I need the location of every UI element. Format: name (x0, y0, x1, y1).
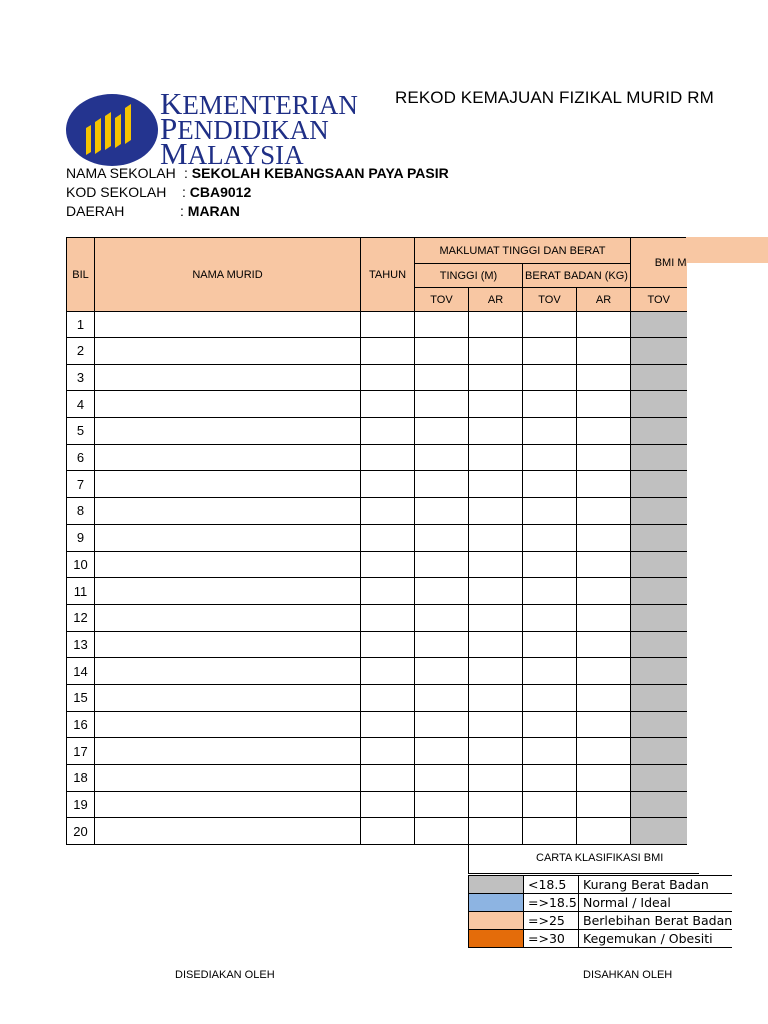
header-bmi-tov: TOV (631, 288, 687, 312)
school-code-value: CBA9012 (189, 184, 252, 200)
bmi-tov-cell[interactable] (631, 364, 687, 391)
bmi-tov-cell[interactable] (631, 631, 687, 658)
legend-color-swatch (469, 894, 524, 912)
legend-row (469, 930, 733, 948)
legend-label: Kurang Berat Badan (579, 876, 733, 894)
height-tov-cell[interactable] (415, 524, 469, 551)
bmi-tov-cell[interactable] (631, 391, 687, 418)
table-row (67, 524, 687, 551)
weight-ar-cell[interactable] (577, 338, 631, 365)
table-row (67, 631, 687, 658)
weight-ar-cell[interactable] (577, 684, 631, 711)
student-name-cell[interactable] (95, 711, 361, 738)
weight-tov-cell[interactable] (523, 604, 577, 631)
legend-label: Kegemukan / Obesiti (579, 930, 733, 948)
weight-ar-cell[interactable] (577, 818, 631, 845)
row-number: 7 (67, 471, 95, 498)
height-tov-cell[interactable] (415, 391, 469, 418)
legend-color-swatch (469, 912, 524, 930)
bmi-tov-cell[interactable] (631, 524, 687, 551)
weight-tov-cell[interactable] (523, 578, 577, 605)
row-number: 18 (67, 765, 95, 792)
bmi-tov-cell[interactable] (631, 604, 687, 631)
table-row (67, 658, 687, 685)
bmi-legend-table (468, 875, 732, 948)
bmi-tov-cell[interactable] (631, 551, 687, 578)
student-name-cell[interactable] (95, 418, 361, 445)
height-ar-cell[interactable] (469, 364, 523, 391)
school-code-row: : CBA9012 (182, 184, 252, 200)
weight-ar-cell[interactable] (577, 418, 631, 445)
student-name-cell[interactable] (95, 604, 361, 631)
student-name-cell[interactable] (95, 738, 361, 765)
row-number: 17 (67, 738, 95, 765)
height-tov-cell[interactable] (415, 578, 469, 605)
student-name-cell[interactable] (95, 791, 361, 818)
weight-ar-cell[interactable] (577, 312, 631, 338)
header-tinggi-ar: AR (469, 288, 523, 312)
school-name-row: : SEKOLAH KEBANGSAAN PAYA PASIR (184, 165, 449, 181)
legend-range: <18.5 (524, 876, 579, 894)
height-tov-cell[interactable] (415, 471, 469, 498)
weight-ar-cell[interactable] (577, 444, 631, 471)
logo-line-3: MALAYSIA (160, 136, 304, 171)
year-cell[interactable] (361, 818, 415, 845)
legend-color-swatch (469, 876, 524, 894)
height-ar-cell[interactable] (469, 524, 523, 551)
height-tov-cell[interactable] (415, 312, 469, 338)
table-row (67, 818, 687, 845)
row-number: 20 (67, 818, 95, 845)
header-maklumat: MAKLUMAT TINGGI DAN BERAT (415, 238, 631, 264)
height-ar-cell[interactable] (469, 658, 523, 685)
weight-tov-cell[interactable] (523, 364, 577, 391)
student-name-cell[interactable] (95, 471, 361, 498)
bmi-tov-cell[interactable] (631, 738, 687, 765)
student-name-cell[interactable] (95, 312, 361, 338)
school-name-label: NAMA SEKOLAH (66, 165, 176, 181)
height-ar-cell[interactable] (469, 391, 523, 418)
weight-tov-cell[interactable] (523, 444, 577, 471)
year-cell[interactable] (361, 364, 415, 391)
height-ar-cell[interactable] (469, 791, 523, 818)
height-ar-cell[interactable] (469, 738, 523, 765)
school-name-value: SEKOLAH KEBANGSAAN PAYA PASIR (191, 165, 449, 181)
legend-row (469, 894, 733, 912)
table-row (67, 338, 687, 365)
height-ar-cell[interactable] (469, 604, 523, 631)
table-row (67, 791, 687, 818)
legend-label: Normal / Ideal (579, 894, 733, 912)
student-name-cell[interactable] (95, 444, 361, 471)
bmi-header-overflow (686, 237, 768, 263)
bmi-tov-cell[interactable] (631, 791, 687, 818)
ministry-logo-text (160, 86, 358, 171)
height-ar-cell[interactable] (469, 471, 523, 498)
height-ar-cell[interactable] (469, 684, 523, 711)
legend-range: =>25 (524, 912, 579, 930)
year-cell[interactable] (361, 312, 415, 338)
weight-ar-cell[interactable] (577, 524, 631, 551)
bmi-tov-cell[interactable] (631, 444, 687, 471)
logo-line-2: PENDIDIKAN (160, 111, 329, 146)
height-tov-cell[interactable] (415, 444, 469, 471)
height-tov-cell[interactable] (415, 711, 469, 738)
district-row: : MARAN (180, 203, 240, 219)
row-number: 12 (67, 604, 95, 631)
legend-range: =>18.5 (524, 894, 579, 912)
bmi-tov-cell[interactable] (631, 658, 687, 685)
row-number: 10 (67, 551, 95, 578)
student-name-cell[interactable] (95, 765, 361, 792)
student-name-cell[interactable] (95, 364, 361, 391)
student-name-cell[interactable] (95, 658, 361, 685)
year-cell[interactable] (361, 684, 415, 711)
row-number: 8 (67, 498, 95, 525)
weight-tov-cell[interactable] (523, 524, 577, 551)
table-row (67, 364, 687, 391)
height-tov-cell[interactable] (415, 765, 469, 792)
height-tov-cell[interactable] (415, 364, 469, 391)
bmi-tov-cell[interactable] (631, 684, 687, 711)
height-tov-cell[interactable] (415, 818, 469, 845)
weight-tov-cell[interactable] (523, 338, 577, 365)
year-cell[interactable] (361, 551, 415, 578)
table-row (67, 684, 687, 711)
table-row (67, 551, 687, 578)
bmi-tov-cell[interactable] (631, 818, 687, 845)
height-ar-cell[interactable] (469, 551, 523, 578)
table-row (67, 578, 687, 605)
bmi-tov-cell[interactable] (631, 498, 687, 525)
weight-tov-cell[interactable] (523, 658, 577, 685)
height-tov-cell[interactable] (415, 418, 469, 445)
height-tov-cell[interactable] (415, 551, 469, 578)
weight-tov-cell[interactable] (523, 498, 577, 525)
height-ar-cell[interactable] (469, 711, 523, 738)
bmi-tov-cell[interactable] (631, 578, 687, 605)
weight-ar-cell[interactable] (577, 738, 631, 765)
weight-tov-cell[interactable] (523, 391, 577, 418)
height-tov-cell[interactable] (415, 338, 469, 365)
height-ar-cell[interactable] (469, 818, 523, 845)
row-number: 5 (67, 418, 95, 445)
height-ar-cell[interactable] (469, 498, 523, 525)
year-cell[interactable] (361, 711, 415, 738)
student-record-table (66, 237, 687, 845)
row-number: 6 (67, 444, 95, 471)
header-bil: BIL (67, 238, 95, 312)
year-cell[interactable] (361, 524, 415, 551)
row-number: 15 (67, 684, 95, 711)
height-tov-cell[interactable] (415, 631, 469, 658)
weight-tov-cell[interactable] (523, 312, 577, 338)
height-tov-cell[interactable] (415, 791, 469, 818)
year-cell[interactable] (361, 338, 415, 365)
year-cell[interactable] (361, 498, 415, 525)
weight-tov-cell[interactable] (523, 418, 577, 445)
district-value: MARAN (187, 203, 240, 219)
height-tov-cell[interactable] (415, 684, 469, 711)
year-cell[interactable] (361, 444, 415, 471)
weight-ar-cell[interactable] (577, 578, 631, 605)
row-number: 11 (67, 578, 95, 605)
header-tinggi-tov: TOV (415, 288, 469, 312)
header-bmi: BMI M (631, 238, 687, 288)
height-ar-cell[interactable] (469, 765, 523, 792)
weight-tov-cell[interactable] (523, 738, 577, 765)
legend-label: Berlebihan Berat Badan (579, 912, 733, 930)
height-ar-cell[interactable] (469, 578, 523, 605)
weight-ar-cell[interactable] (577, 471, 631, 498)
header-tinggi: TINGGI (M) (415, 264, 523, 288)
row-number: 19 (67, 791, 95, 818)
header-berat-ar: AR (577, 288, 631, 312)
height-ar-cell[interactable] (469, 444, 523, 471)
weight-ar-cell[interactable] (577, 604, 631, 631)
year-cell[interactable] (361, 391, 415, 418)
bmi-tov-cell[interactable] (631, 338, 687, 365)
student-name-cell[interactable] (95, 818, 361, 845)
weight-ar-cell[interactable] (577, 391, 631, 418)
header-berat-tov: TOV (523, 288, 577, 312)
weight-tov-cell[interactable] (523, 684, 577, 711)
year-cell[interactable] (361, 418, 415, 445)
legend-color-swatch (469, 930, 524, 948)
weight-ar-cell[interactable] (577, 765, 631, 792)
table-row (67, 391, 687, 418)
weight-ar-cell[interactable] (577, 711, 631, 738)
row-number: 4 (67, 391, 95, 418)
header-nama-murid: NAMA MURID (95, 238, 361, 312)
weight-tov-cell[interactable] (523, 818, 577, 845)
weight-tov-cell[interactable] (523, 765, 577, 792)
table-row (67, 738, 687, 765)
year-cell[interactable] (361, 765, 415, 792)
year-cell[interactable] (361, 604, 415, 631)
header-tahun: TAHUN (361, 238, 415, 312)
year-cell[interactable] (361, 578, 415, 605)
legend-row (469, 912, 733, 930)
row-number: 2 (67, 338, 95, 365)
table-row (67, 471, 687, 498)
weight-ar-cell[interactable] (577, 551, 631, 578)
weight-ar-cell[interactable] (577, 658, 631, 685)
student-name-cell[interactable] (95, 578, 361, 605)
height-ar-cell[interactable] (469, 338, 523, 365)
prepared-by-label: DISEDIAKAN OLEH (175, 969, 275, 981)
row-number: 9 (67, 524, 95, 551)
logo-line-1: KEMENTERIAN (160, 86, 358, 121)
height-tov-cell[interactable] (415, 658, 469, 685)
table-row (67, 418, 687, 445)
height-tov-cell[interactable] (415, 738, 469, 765)
row-number: 13 (67, 631, 95, 658)
height-ar-cell[interactable] (469, 631, 523, 658)
weight-tov-cell[interactable] (523, 791, 577, 818)
bmi-tov-cell[interactable] (631, 711, 687, 738)
legend-row (469, 876, 733, 894)
weight-tov-cell[interactable] (523, 631, 577, 658)
height-tov-cell[interactable] (415, 604, 469, 631)
student-name-cell[interactable] (95, 338, 361, 365)
year-cell[interactable] (361, 658, 415, 685)
weight-ar-cell[interactable] (577, 791, 631, 818)
table-row (67, 312, 687, 338)
document-title: REKOD KEMAJUAN FIZIKAL MURID RM (395, 88, 714, 107)
year-cell[interactable] (361, 738, 415, 765)
bmi-tov-cell[interactable] (631, 765, 687, 792)
row-number: 1 (67, 312, 95, 338)
row-number: 3 (67, 364, 95, 391)
approved-by-label: DISAHKAN OLEH (583, 969, 673, 981)
student-name-cell[interactable] (95, 524, 361, 551)
year-cell[interactable] (361, 631, 415, 658)
year-cell[interactable] (361, 791, 415, 818)
ministry-emblem-icon (66, 94, 158, 166)
weight-tov-cell[interactable] (523, 551, 577, 578)
weight-ar-cell[interactable] (577, 364, 631, 391)
weight-ar-cell[interactable] (577, 498, 631, 525)
row-number: 14 (67, 658, 95, 685)
header-berat: BERAT BADAN (KG) (523, 264, 631, 288)
height-ar-cell[interactable] (469, 418, 523, 445)
weight-ar-cell[interactable] (577, 631, 631, 658)
bmi-tov-cell[interactable] (631, 418, 687, 445)
school-code-label: KOD SEKOLAH (66, 184, 167, 200)
table-row (67, 711, 687, 738)
bmi-legend-title: CARTA KLASIFIKASI BMI (536, 852, 664, 864)
bmi-tov-cell[interactable] (631, 471, 687, 498)
bmi-tov-cell[interactable] (631, 312, 687, 338)
legend-range: =>30 (524, 930, 579, 948)
height-ar-cell[interactable] (469, 312, 523, 338)
student-name-cell[interactable] (95, 684, 361, 711)
table-row (67, 498, 687, 525)
height-tov-cell[interactable] (415, 498, 469, 525)
row-number: 16 (67, 711, 95, 738)
weight-tov-cell[interactable] (523, 711, 577, 738)
district-label: DAERAH (66, 203, 125, 219)
table-row (67, 444, 687, 471)
table-row (67, 765, 687, 792)
student-name-cell[interactable] (95, 631, 361, 658)
weight-tov-cell[interactable] (523, 471, 577, 498)
table-row (67, 604, 687, 631)
student-name-cell[interactable] (95, 498, 361, 525)
student-name-cell[interactable] (95, 551, 361, 578)
student-name-cell[interactable] (95, 391, 361, 418)
year-cell[interactable] (361, 471, 415, 498)
